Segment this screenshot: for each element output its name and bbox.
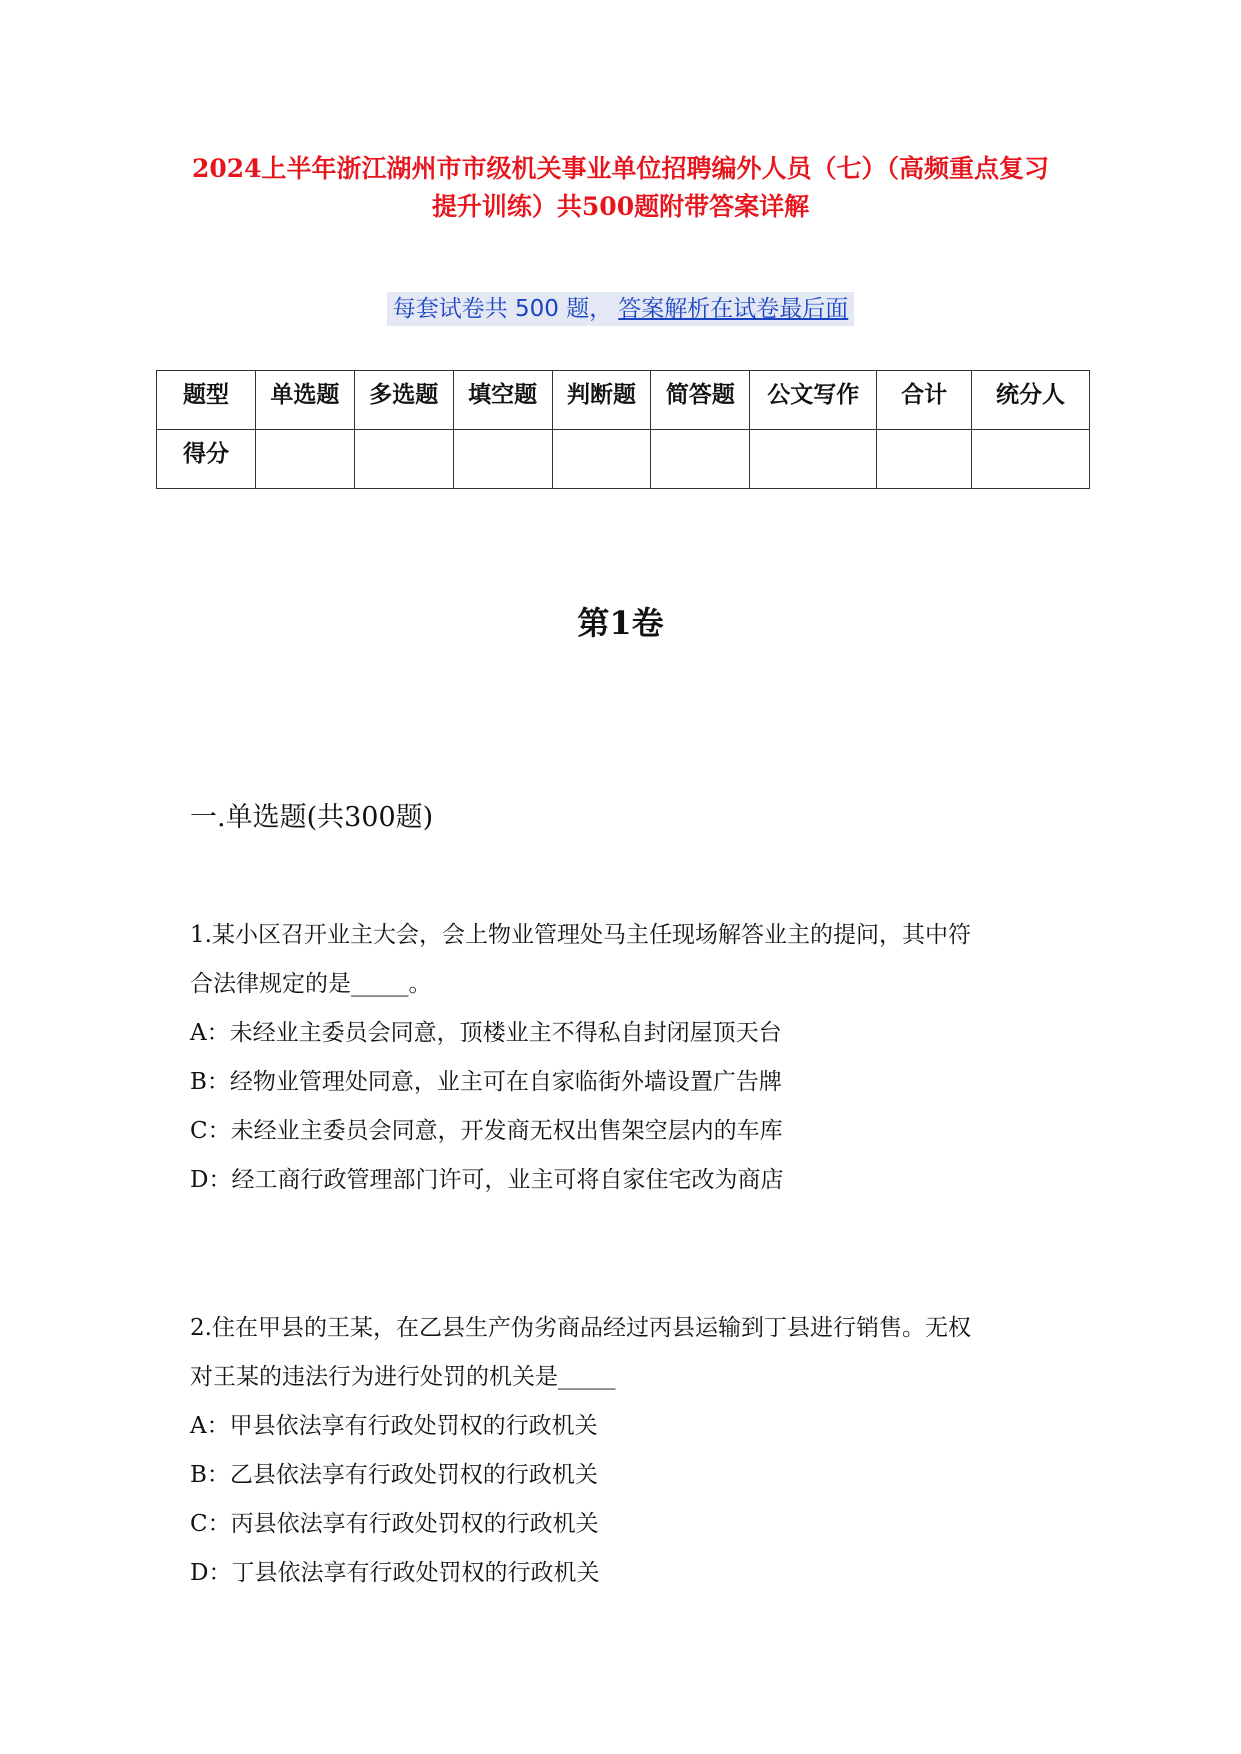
header-cell-multiple-choice: 多选题 [354,371,453,430]
score-cell [972,430,1090,489]
score-cell [651,430,750,489]
question-stem-line-2: 合法律规定的是_____。 [190,971,432,997]
question-stem-line-1: 1.某小区召开业主大会，会上物业管理处马主任现场解答业主的提问，其中符 [190,922,971,948]
row-label-score: 得分 [157,430,256,489]
option-a: A：未经业主委员会同意，顶楼业主不得私自封闭屋顶天台 [190,1020,782,1046]
score-cell [877,430,972,489]
exam-notice [0,292,1241,326]
option-a: A：甲县依法享有行政处罚权的行政机关 [190,1413,598,1439]
header-cell-official-writing: 公文写作 [750,371,877,430]
header-cell-total: 合计 [877,371,972,430]
option-c: C：丙县依法享有行政处罚权的行政机关 [190,1511,599,1537]
score-cell [552,430,651,489]
volume-title: 第1卷 [577,604,664,642]
score-cell [354,430,453,489]
option-d: D：经工商行政管理部门许可，业主可将自家住宅改为商店 [190,1167,784,1193]
score-table [156,370,1090,489]
header-cell-true-false: 判断题 [552,371,651,430]
score-table-header-row [157,371,1090,430]
option-d: D：丁县依法享有行政处罚权的行政机关 [190,1560,600,1586]
score-cell [255,430,354,489]
header-cell-single-choice: 单选题 [255,371,354,430]
notice-part-1: 每套试卷共 500 题， [390,292,616,326]
section-title: 一.单选题(共300题) [190,802,434,833]
title-line-1: 2024上半年浙江湖州市市级机关事业单位招聘编外人员（七）（高频重点复习 [191,154,1050,183]
question-2 [190,1304,1060,1598]
question-1 [190,911,1060,1205]
header-cell-fill-blank: 填空题 [453,371,552,430]
score-cell [453,430,552,489]
notice-part-2: 答案解析在试卷最后面 [615,292,851,326]
score-table-score-row [157,430,1090,489]
notice-banner [387,292,855,326]
header-cell-scorer: 统分人 [972,371,1090,430]
document-title [150,150,1091,226]
title-line-2: 提升训练）共500题附带答案详解 [431,192,810,221]
score-cell [750,430,877,489]
header-cell-short-answer: 简答题 [651,371,750,430]
question-stem-line-2: 对王某的违法行为进行处罚的机关是_____ [190,1364,616,1390]
option-b: B：经物业管理处同意，业主可在自家临街外墙设置广告牌 [190,1069,782,1095]
question-stem-line-1: 2.住在甲县的王某，在乙县生产伪劣商品经过丙县运输到丁县进行销售。无权 [190,1315,971,1341]
option-c: C：未经业主委员会同意，开发商无权出售架空层内的车库 [190,1118,783,1144]
option-b: B：乙县依法享有行政处罚权的行政机关 [190,1462,598,1488]
header-cell-type: 题型 [157,371,256,430]
